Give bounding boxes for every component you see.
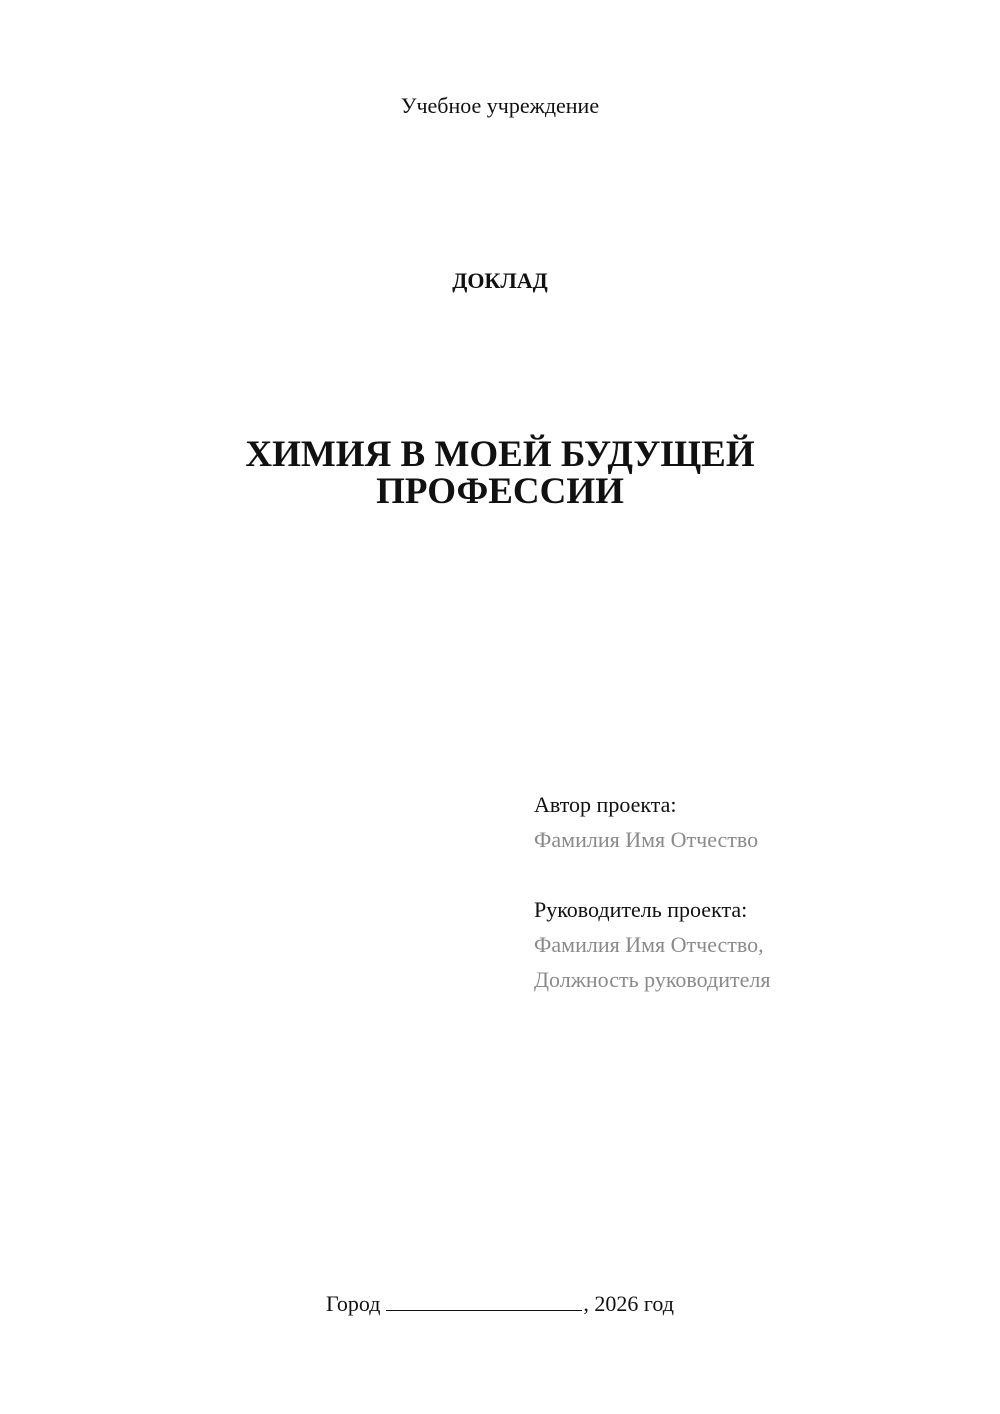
title-line-2: ПРОФЕССИИ <box>376 471 624 512</box>
city-blank-line <box>386 1290 582 1311</box>
document-type: ДОКЛАД <box>452 268 548 293</box>
supervisor-label: Руководитель проекта: <box>534 897 748 922</box>
document-title <box>0 436 1000 510</box>
title-line-1: ХИМИЯ В МОЕЙ БУДУЩЕЙ <box>245 434 755 475</box>
supervisor-position: Должность руководителя <box>534 967 771 992</box>
city-label: Город <box>326 1291 381 1316</box>
author-label: Автор проекта: <box>534 792 677 817</box>
project-info-block <box>534 787 770 997</box>
info-spacer <box>534 857 770 892</box>
supervisor-name: Фамилия Имя Отчество, <box>534 932 764 957</box>
footer-city-year <box>0 1290 1000 1318</box>
year-text: , 2026 год <box>583 1291 674 1316</box>
author-name: Фамилия Имя Отчество <box>534 827 759 852</box>
institution-name: Учебное учреждение <box>400 93 600 118</box>
